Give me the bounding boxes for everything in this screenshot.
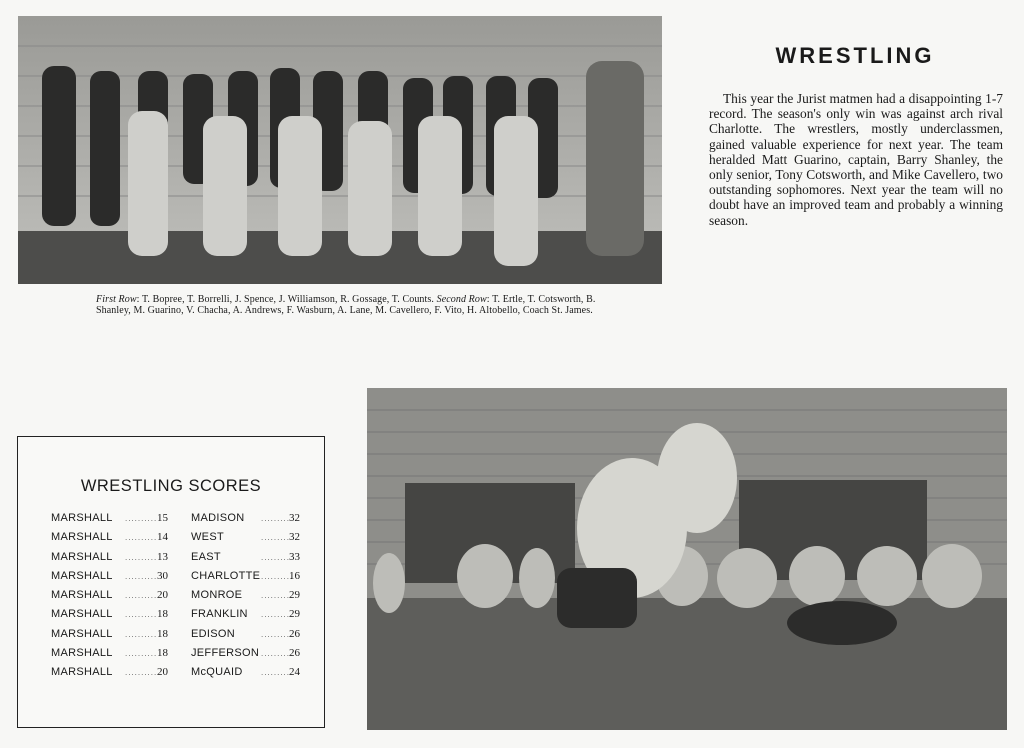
leader-dots: .......... [261, 610, 294, 620]
leader-dots: .......... [125, 552, 158, 562]
team-score: 20 [157, 589, 168, 602]
team-name: MARSHALL [51, 531, 113, 544]
score-row [51, 647, 311, 666]
team-score: 13 [157, 550, 168, 563]
second-row-names: : T. Ertle, T. Cotsworth, B. Shanley, M. Guarino, V. Chacha, A. Andrews, F. Wasburn, A. Lane, M. Cavellero, F. Vito, H. Altobello, Coach St. James. [96, 294, 596, 316]
leader-dots: .......... [261, 629, 294, 639]
opponent-score: 29 [289, 589, 300, 602]
score-row [51, 589, 311, 608]
team-score: 20 [157, 666, 168, 679]
team-name: MARSHALL [51, 627, 113, 640]
action-photo [367, 388, 1007, 730]
scores-box [17, 436, 325, 728]
opponent-score: 24 [289, 666, 300, 679]
opponent-name: EDISON [191, 627, 235, 640]
leader-dots: .......... [261, 591, 294, 601]
scores-title: WRESTLING SCORES [80, 477, 262, 495]
score-row [51, 570, 311, 589]
opponent-score: 26 [289, 647, 300, 660]
action-photo-graphic [367, 388, 1007, 730]
opponent-score: 26 [289, 627, 300, 640]
score-row [51, 628, 311, 647]
leader-dots: .......... [125, 533, 158, 543]
team-score: 14 [157, 531, 168, 544]
opponent-name: FRANKLIN [191, 608, 248, 621]
leader-dots: .......... [125, 591, 158, 601]
team-score: 18 [157, 647, 168, 660]
team-name: MARSHALL [51, 589, 113, 602]
opponent-name: JEFFERSON [191, 647, 260, 660]
opponent-name: MADISON [191, 512, 245, 524]
team-caption [96, 294, 596, 316]
team-photo-graphic [18, 16, 662, 284]
team-name: MARSHALL [51, 512, 113, 524]
opponent-name: McQUAID [191, 666, 243, 679]
leader-dots: .......... [261, 668, 294, 678]
opponent-name: CHARLOTTE [191, 569, 261, 582]
team-score: 18 [157, 627, 168, 640]
section-heading: WRESTLING [775, 43, 935, 68]
team-name: MARSHALL [51, 647, 113, 660]
team-name: MARSHALL [51, 569, 113, 582]
leader-dots: .......... [125, 571, 158, 581]
team-photo [18, 16, 662, 284]
team-score: 15 [157, 512, 168, 524]
score-row [51, 512, 311, 531]
opponent-score: 16 [289, 569, 300, 582]
opponent-name: MONROE [191, 589, 243, 602]
score-row [51, 531, 311, 550]
story-text: This year the Jurist matmen had a disappointing 1-7 record. The season's only win was against arch rival Charlotte. The wrestlers, mostly underclassmen, gained valuable experience for next year. The team heralded Matt Guarino, captain, Barry Shanley, the only senior, Tony Cotsworth, and Mike Cavellero, two outstanding sophomores. Next year the team will no doubt have an improved team and probably a winning season. [709, 91, 1003, 228]
opponent-name: EAST [191, 550, 221, 563]
team-name: MARSHALL [51, 608, 113, 621]
leader-dots: .......... [261, 649, 294, 659]
score-row [51, 608, 311, 627]
opponent-name: WEST [191, 531, 224, 544]
opponent-score: 32 [289, 512, 300, 524]
leader-dots: .......... [125, 649, 158, 659]
score-row [51, 551, 311, 570]
opponent-score: 32 [289, 531, 300, 544]
score-list [51, 512, 311, 686]
leader-dots: .......... [125, 610, 158, 620]
first-row-label: First Row [96, 294, 137, 305]
leader-dots: .......... [261, 552, 294, 562]
team-score: 18 [157, 608, 168, 621]
leader-dots: .......... [261, 514, 294, 523]
opponent-score: 29 [289, 608, 300, 621]
leader-dots: .......... [125, 629, 158, 639]
leader-dots: .......... [125, 514, 158, 523]
opponent-score: 33 [289, 550, 300, 563]
score-row [51, 666, 311, 685]
leader-dots: .......... [261, 533, 294, 543]
second-row-label: Second Row [436, 294, 487, 305]
team-name: MARSHALL [51, 666, 113, 679]
first-row-names: : T. Bopree, T. Borrelli, J. Spence, J. Williamson, R. Gossage, T. Counts. [136, 294, 434, 305]
leader-dots: .......... [261, 571, 294, 581]
team-score: 30 [157, 569, 168, 582]
team-name: MARSHALL [51, 550, 113, 563]
leader-dots: .......... [125, 668, 158, 678]
